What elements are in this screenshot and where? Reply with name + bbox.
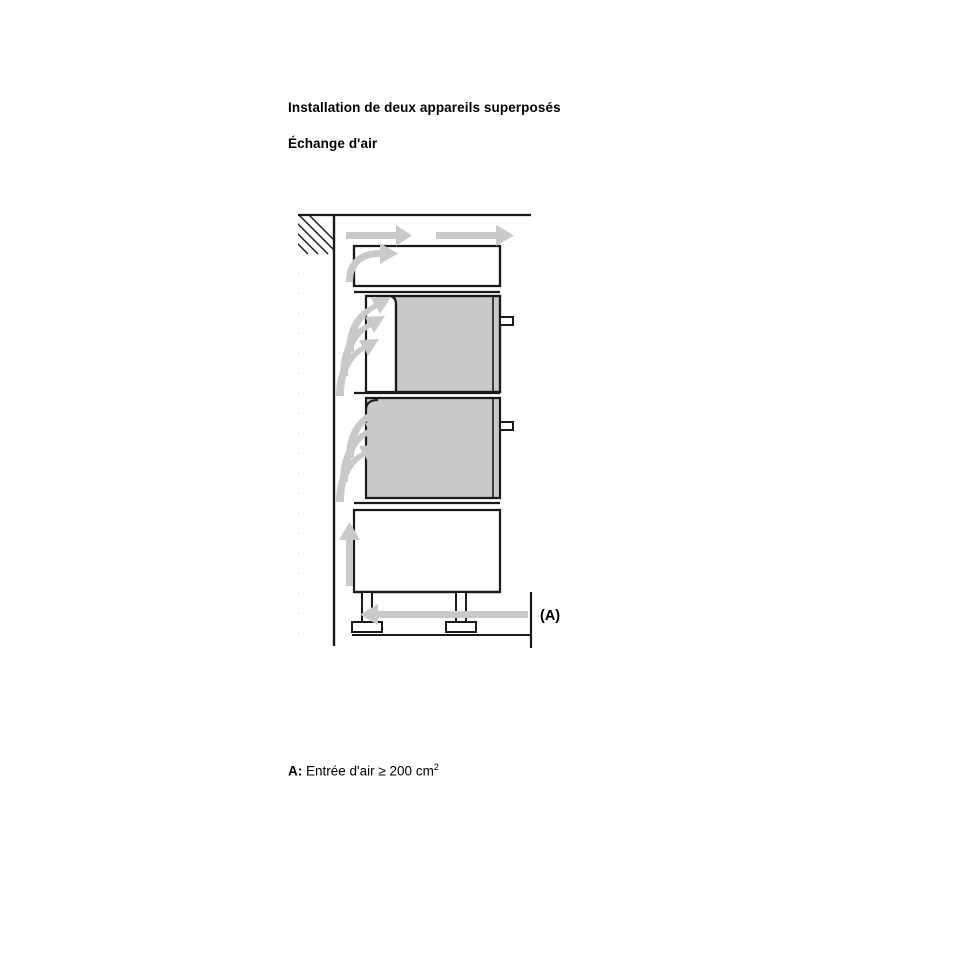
caption-text: Entrée d'air ≥ 200 cm (306, 763, 434, 779)
figure-caption (288, 762, 439, 779)
lower-appliance (366, 398, 513, 498)
section-subtitle: Échange d'air (288, 136, 378, 151)
page-title: Installation de deux appareils superposés (288, 100, 561, 115)
callout-a-label: (A) (540, 608, 561, 624)
caption-exponent: 2 (433, 762, 439, 772)
air-exchange-diagram (288, 200, 688, 670)
upper-appliance (366, 296, 513, 392)
caption-label: A: (288, 763, 303, 779)
